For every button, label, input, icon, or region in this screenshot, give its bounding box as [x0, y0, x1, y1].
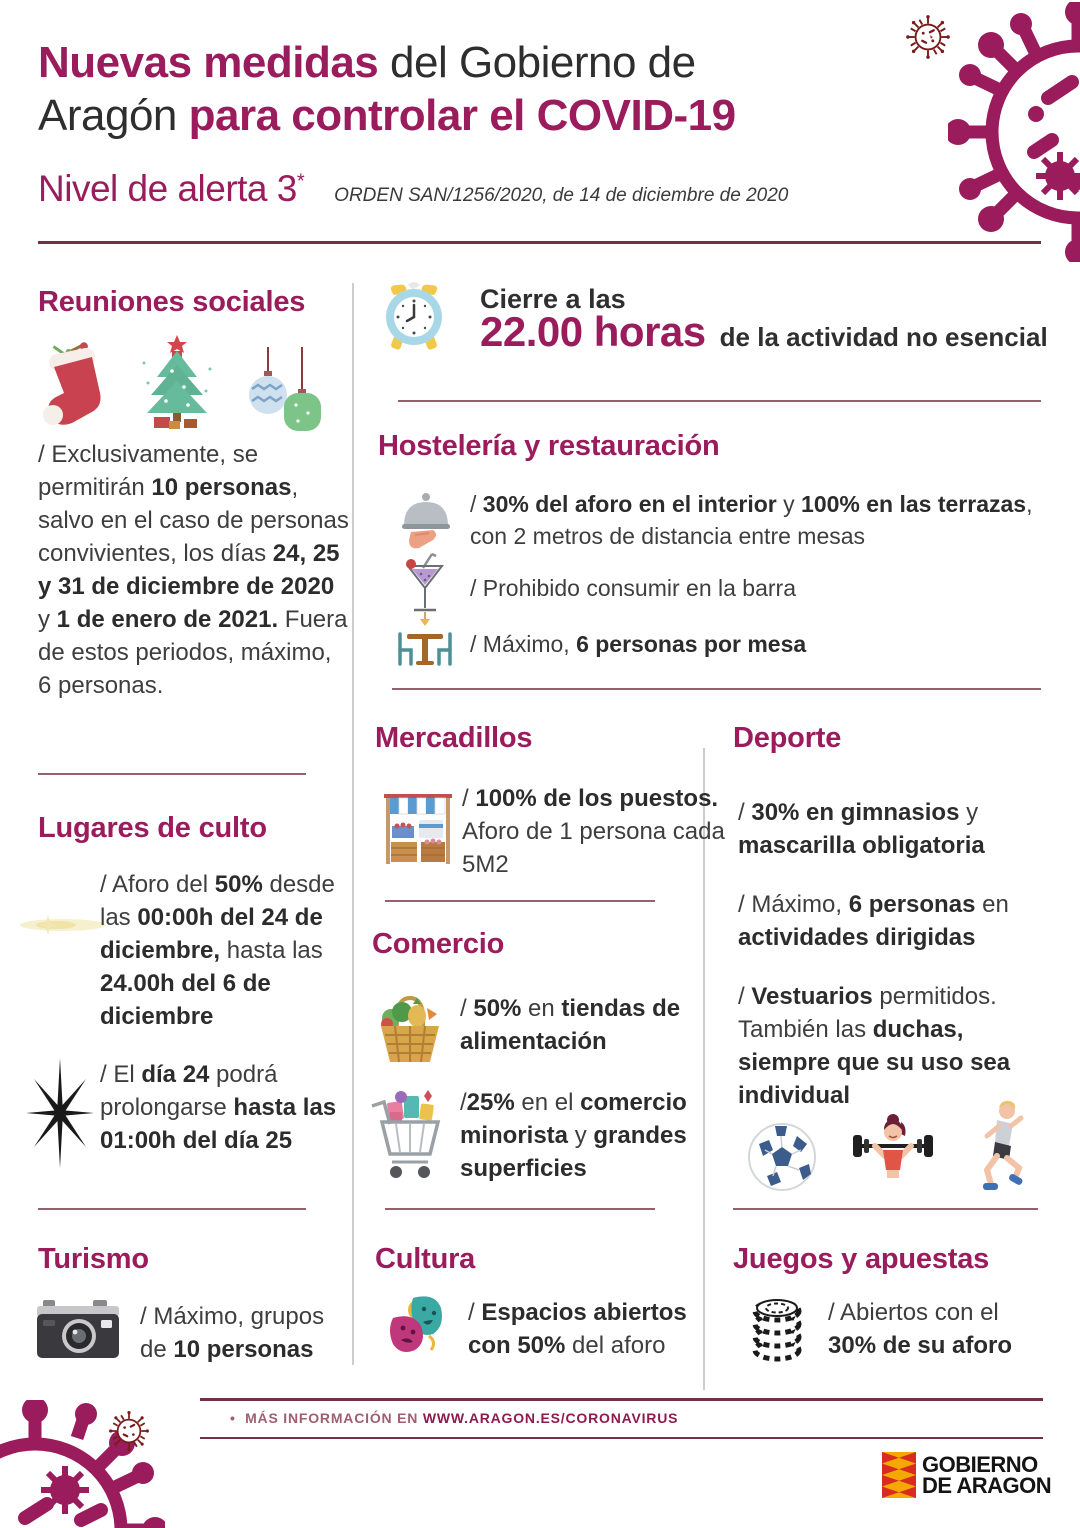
order-reference: ORDEN SAN/1256/2020, de 14 de diciembre de 2020	[334, 185, 789, 206]
column-divider-left	[352, 283, 354, 1365]
section-rule	[38, 1208, 306, 1210]
poker-chips-icon	[750, 1292, 804, 1362]
alarm-clock-icon	[380, 281, 448, 355]
virus-large-icon	[948, 2, 1080, 262]
section-rule	[385, 900, 655, 902]
sport-icons-row	[745, 1098, 1045, 1194]
alert-level: Nivel de alerta 3*	[38, 168, 305, 209]
soccer-ball-icon	[745, 1120, 819, 1194]
bullet: •	[230, 1410, 236, 1426]
title-rest-1: del Gobierno de	[378, 38, 696, 87]
section-rule	[733, 1208, 1038, 1210]
title-accent-2: para controlar el COVID-19	[188, 91, 736, 140]
alert-row	[38, 168, 1038, 210]
footer-info-url: WWW.ARAGON.ES/CORONAVIRUS	[422, 1410, 679, 1426]
section-rule	[392, 688, 1041, 690]
closure-prefix: Cierre a las	[480, 284, 626, 314]
section-title-culto: Lugares de culto	[38, 812, 267, 844]
deporte-item-2: / Máximo, 6 personas en actividades dirigidas	[738, 891, 1009, 951]
closure-suffix: de la actividad no esencial	[719, 322, 1048, 352]
closure-time: 22.00 horas	[480, 308, 706, 355]
section-title-comercio: Comercio	[372, 928, 505, 960]
juegos-text: / Abiertos con el 30% de su aforo	[828, 1299, 1013, 1359]
christmas-stocking-icon	[40, 339, 110, 437]
comercio-item-1: / 50% en tiendas de alimentación	[460, 995, 681, 1055]
closure-line	[480, 308, 1060, 356]
glow-star-icon	[18, 905, 108, 945]
footer-rule-top	[200, 1398, 1043, 1401]
logo-line-1: GOBIERNO	[922, 1452, 1038, 1477]
running-icon	[967, 1098, 1033, 1194]
aragon-crest-icon	[882, 1452, 916, 1498]
market-stall-icon	[383, 790, 453, 868]
comercio-item-2: /25% en el comercio minorista y grandes superficies	[460, 1089, 687, 1182]
title-accent-1: Nuevas medidas	[38, 38, 379, 87]
shopping-cart-icon	[368, 1088, 452, 1184]
section-title-mercadillos: Mercadillos	[375, 722, 533, 754]
serving-cloche-icon	[399, 490, 453, 554]
table-chairs-icon	[392, 612, 458, 672]
culto-item-2: / El día 24 podrá prolongarse hasta las 01:00h del día 25	[100, 1061, 337, 1154]
hosteleria-item-3: / Máximo, 6 personas por mesa	[470, 631, 807, 657]
cultura-text-overlay: / Espacios abiertos con 50% del aforo	[468, 1299, 687, 1359]
christmas-ornaments-icon	[244, 347, 324, 437]
section-title-reuniones: Reuniones sociales	[38, 286, 306, 318]
section-title-deporte: Deporte	[733, 722, 842, 754]
gobierno-aragon-logo	[882, 1452, 1051, 1498]
section-rule	[38, 773, 306, 775]
section-title-turismo: Turismo	[38, 1243, 149, 1275]
header-rule	[38, 241, 1041, 244]
footer-info-prefix: MÁS INFORMACIÓN EN	[245, 1410, 423, 1426]
grocery-basket-icon	[375, 990, 445, 1066]
alert-asterisk: *	[296, 170, 305, 193]
deporte-item-1: / 30% en gimnasios y mascarilla obligatoria	[738, 799, 985, 859]
hosteleria-item-1: / 30% del aforo en el interior y 100% en las terrazas, con 2 metros de distancia entre mesas	[470, 491, 1033, 549]
theater-masks-icon	[383, 1292, 451, 1360]
christmas-tree-icon	[136, 333, 218, 437]
star-of-bethlehem-icon	[22, 1058, 98, 1168]
page-title	[38, 36, 868, 142]
virus-small-icon	[108, 1410, 150, 1452]
section-title-cultura: Cultura	[375, 1243, 476, 1275]
section-title-juegos: Juegos y apuestas	[733, 1243, 990, 1275]
section-rule	[398, 400, 1041, 402]
footer-info	[230, 1410, 930, 1426]
christmas-icons-row	[40, 333, 320, 437]
reuniones-text: / Exclusivamente, se permitirán 10 personas, salvo en el caso de personas convivientes, los días 24, 25 y 31 de diciembre de 2020 y 1 de enero de 2021. Fuera de estos periodos, máximo, 6 personas.	[38, 441, 349, 699]
mercadillos-text: / 100% de los puestos. Aforo de 1 persona cada 5M2	[462, 785, 725, 878]
section-title-hosteleria: Hostelería y restauración	[378, 430, 720, 462]
logo-text	[922, 1454, 1051, 1496]
virus-small-icon	[905, 14, 951, 60]
hosteleria-item-2: / Prohibido consumir en la barra	[470, 575, 796, 601]
culto-item-1: / Aforo del 50% desde las 00:00h del 24 de diciembre, hasta las 24.00h del 6 de diciembre	[100, 871, 335, 1030]
footer-rule-bottom	[200, 1437, 1043, 1439]
turismo-text: / Máximo, grupos de 10 personas	[140, 1303, 325, 1363]
camera-icon	[35, 1298, 121, 1360]
logo-line-2: DE ARAGON	[922, 1473, 1052, 1498]
deporte-item-3: / Vestuarios permitidos. También las duchas, siempre que su uso sea individual	[738, 983, 1011, 1109]
section-rule	[385, 1208, 655, 1210]
weightlifting-icon	[851, 1106, 935, 1194]
title-rest-2: Aragón	[38, 91, 189, 140]
